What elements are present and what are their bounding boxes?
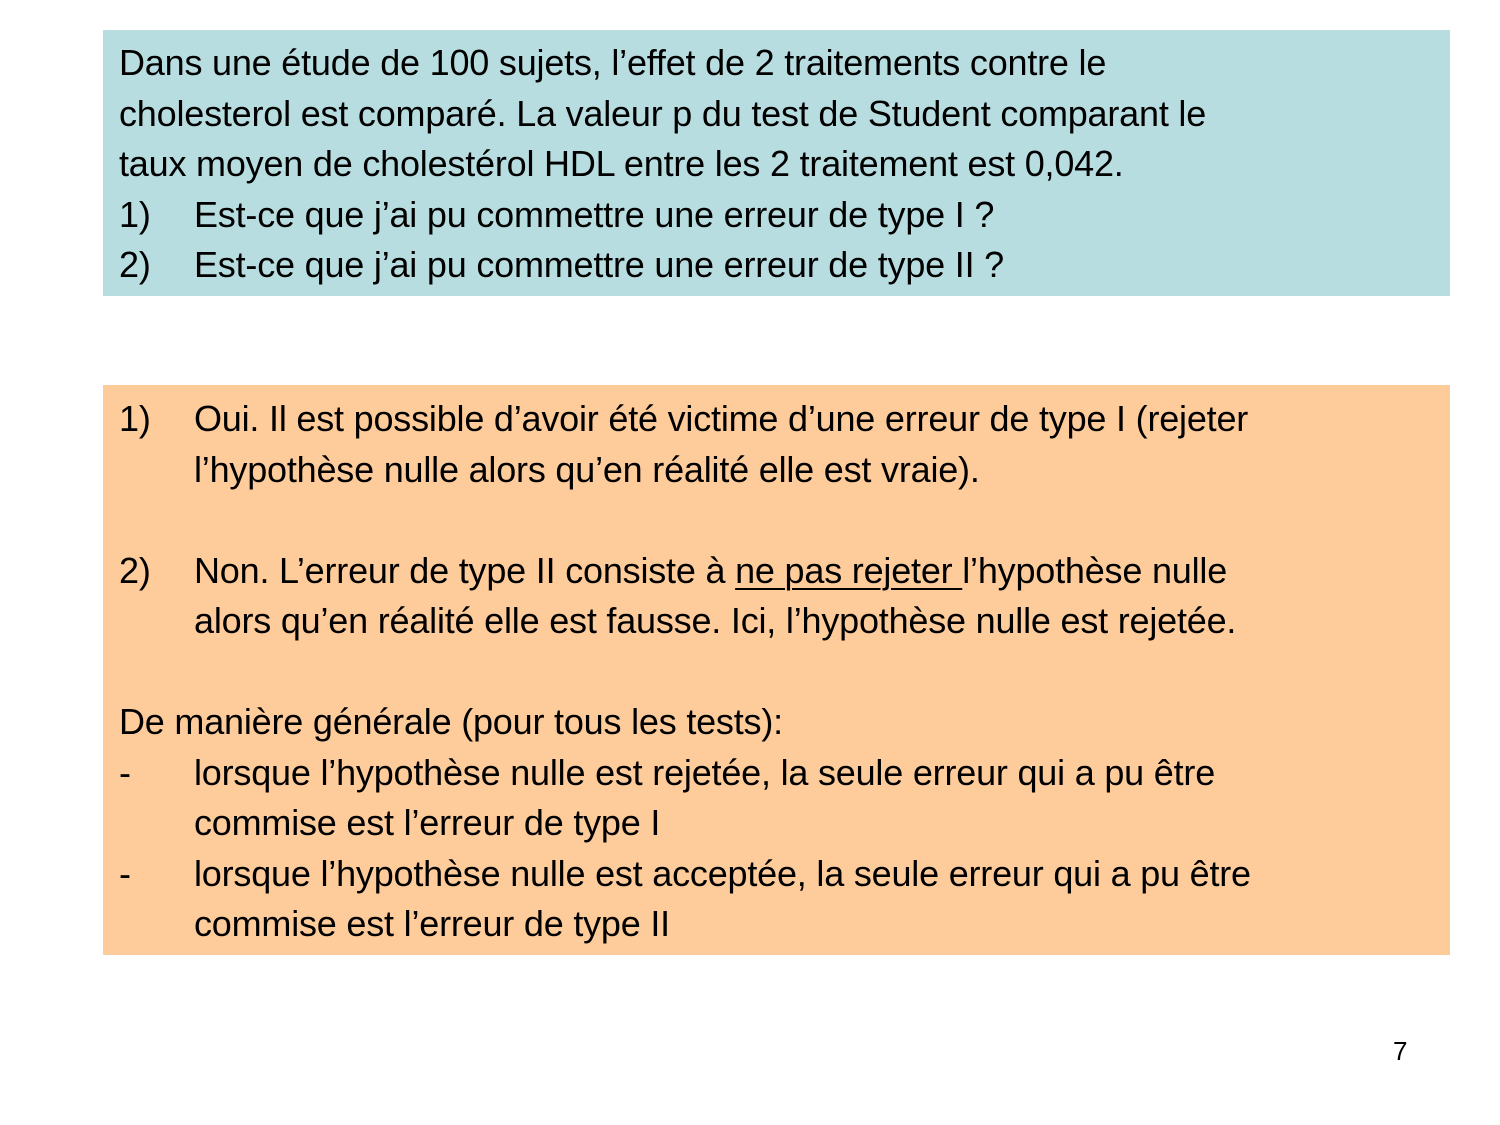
answer-line: alors qu’en réalité elle est fausse. Ici, l’hypothèse nulle est rejetée. [194, 600, 1237, 641]
spacer [119, 647, 1434, 698]
question-intro-line: Dans une étude de 100 sujets, l’effet de 2 traitements contre le [119, 42, 1107, 83]
general-item-1 [119, 748, 1434, 849]
answer-item-2 [119, 546, 1434, 647]
answer-text [194, 546, 1434, 647]
answer-text [194, 394, 1434, 495]
general-item-2 [119, 849, 1434, 950]
question-item-2 [119, 240, 1434, 291]
answer-line [194, 546, 1434, 597]
answer-line: Oui. Il est possible d’avoir été victime d’une erreur de type I (rejeter [194, 398, 1249, 439]
spacer [119, 495, 1434, 546]
general-text [194, 748, 1434, 849]
question-intro-line: taux moyen de cholestérol HDL entre les 2 traitement est 0,042. [119, 143, 1124, 184]
general-line: commise est l’erreur de type I [194, 802, 661, 843]
answer-text-before: Non. L’erreur de type II consiste à [194, 549, 736, 591]
general-line: lorsque l’hypothèse nulle est acceptée, la seule erreur qui a pu être [194, 852, 1251, 894]
question-item-1 [119, 190, 1434, 241]
page-number: 7 [1393, 1036, 1408, 1066]
bullet-dash: - [119, 852, 131, 894]
underlined-phrase: ne pas rejeter [735, 549, 963, 591]
answer-text-after: l’hypothèse nulle [962, 549, 1228, 591]
question-box [103, 30, 1450, 296]
list-marker: 2) [119, 549, 151, 591]
general-text [194, 849, 1434, 950]
general-line: lorsque l’hypothèse nulle est rejetée, la seule erreur qui a pu être [194, 751, 1216, 793]
question-intro-line: cholesterol est comparé. La valeur p du test de Student comparant le [119, 92, 1207, 134]
general-line: commise est l’erreur de type II [194, 903, 670, 944]
bullet-dash: - [119, 751, 131, 793]
answer-line: l’hypothèse nulle alors qu’en réalité elle est vraie). [194, 448, 980, 490]
list-marker: 1) [119, 193, 151, 235]
list-marker: 1) [119, 398, 151, 439]
list-marker: 2) [119, 244, 151, 285]
general-heading: De manière générale (pour tous les tests): [119, 701, 783, 742]
answer-box [103, 385, 1450, 955]
question-text: Est-ce que j’ai pu commettre une erreur de type II ? [194, 244, 1005, 285]
answer-item-1 [119, 394, 1434, 495]
question-text: Est-ce que j’ai pu commettre une erreur de type I ? [194, 193, 995, 235]
